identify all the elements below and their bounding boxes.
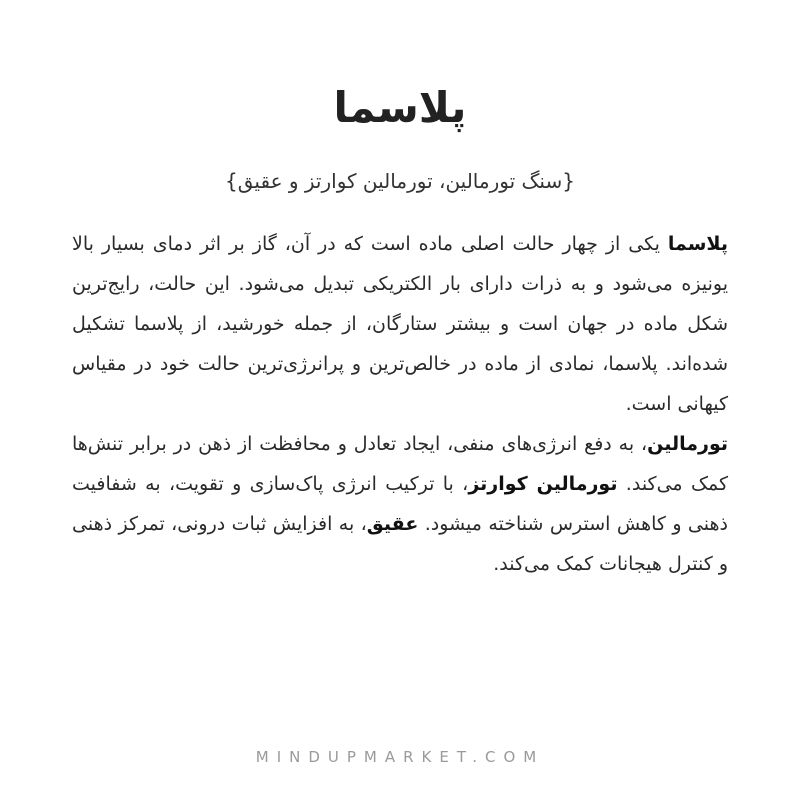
paragraph-plasma — [72, 224, 728, 424]
term-agate: عقیق — [366, 513, 419, 535]
term-tourmaline: تورمالین — [647, 433, 728, 455]
term-tourmaline-quartz: تورمالین کوارتز — [468, 473, 618, 495]
page-title: پلاسما — [333, 83, 467, 132]
footer-website: MINDUPMARKET.COM — [255, 748, 545, 766]
term-plasma: پلاسما — [667, 233, 728, 255]
page-subtitle: {سنگ تورمالین، تورمالین کوارتز و عقیق} — [225, 169, 575, 193]
agate-text: ، به افزایش ثبات درونی، تمرکز ذهنی و کنترل هیجانات کمک می‌کند. — [72, 513, 728, 575]
tourmaline-text: ، به دفع انرژی‌های منفی، ایجاد تعادل و محافظت از ذهن در برابر تنش‌ها کمک می‌کند. — [72, 433, 728, 495]
paragraph-plasma-text: یکی از چهار حالت اصلی ماده است که در آن، گاز بر اثر دمای بسیار بالا یونیزه می‌شود و به ذرات دارای بار الکتریکی تبدیل می‌شود. این حالت، رایج‌ترین شکل ماده در جهان است و بیشتر ستارگان، از جمله خورشید، از پلاسما تشکیل شده‌اند. پلاسما، نمادی از ماده در خالص‌ترین و پرانرژی‌ترین حالت خود در مقیاس کیهانی است. — [72, 233, 728, 415]
article-body — [72, 224, 728, 584]
paragraph-stones — [72, 424, 728, 584]
tourmaline-quartz-text: ، با ترکیب انرژی پاک‌سازی و تقویت، به شفافیت ذهنی و کاهش استرس شناخته میشود. — [72, 473, 728, 535]
